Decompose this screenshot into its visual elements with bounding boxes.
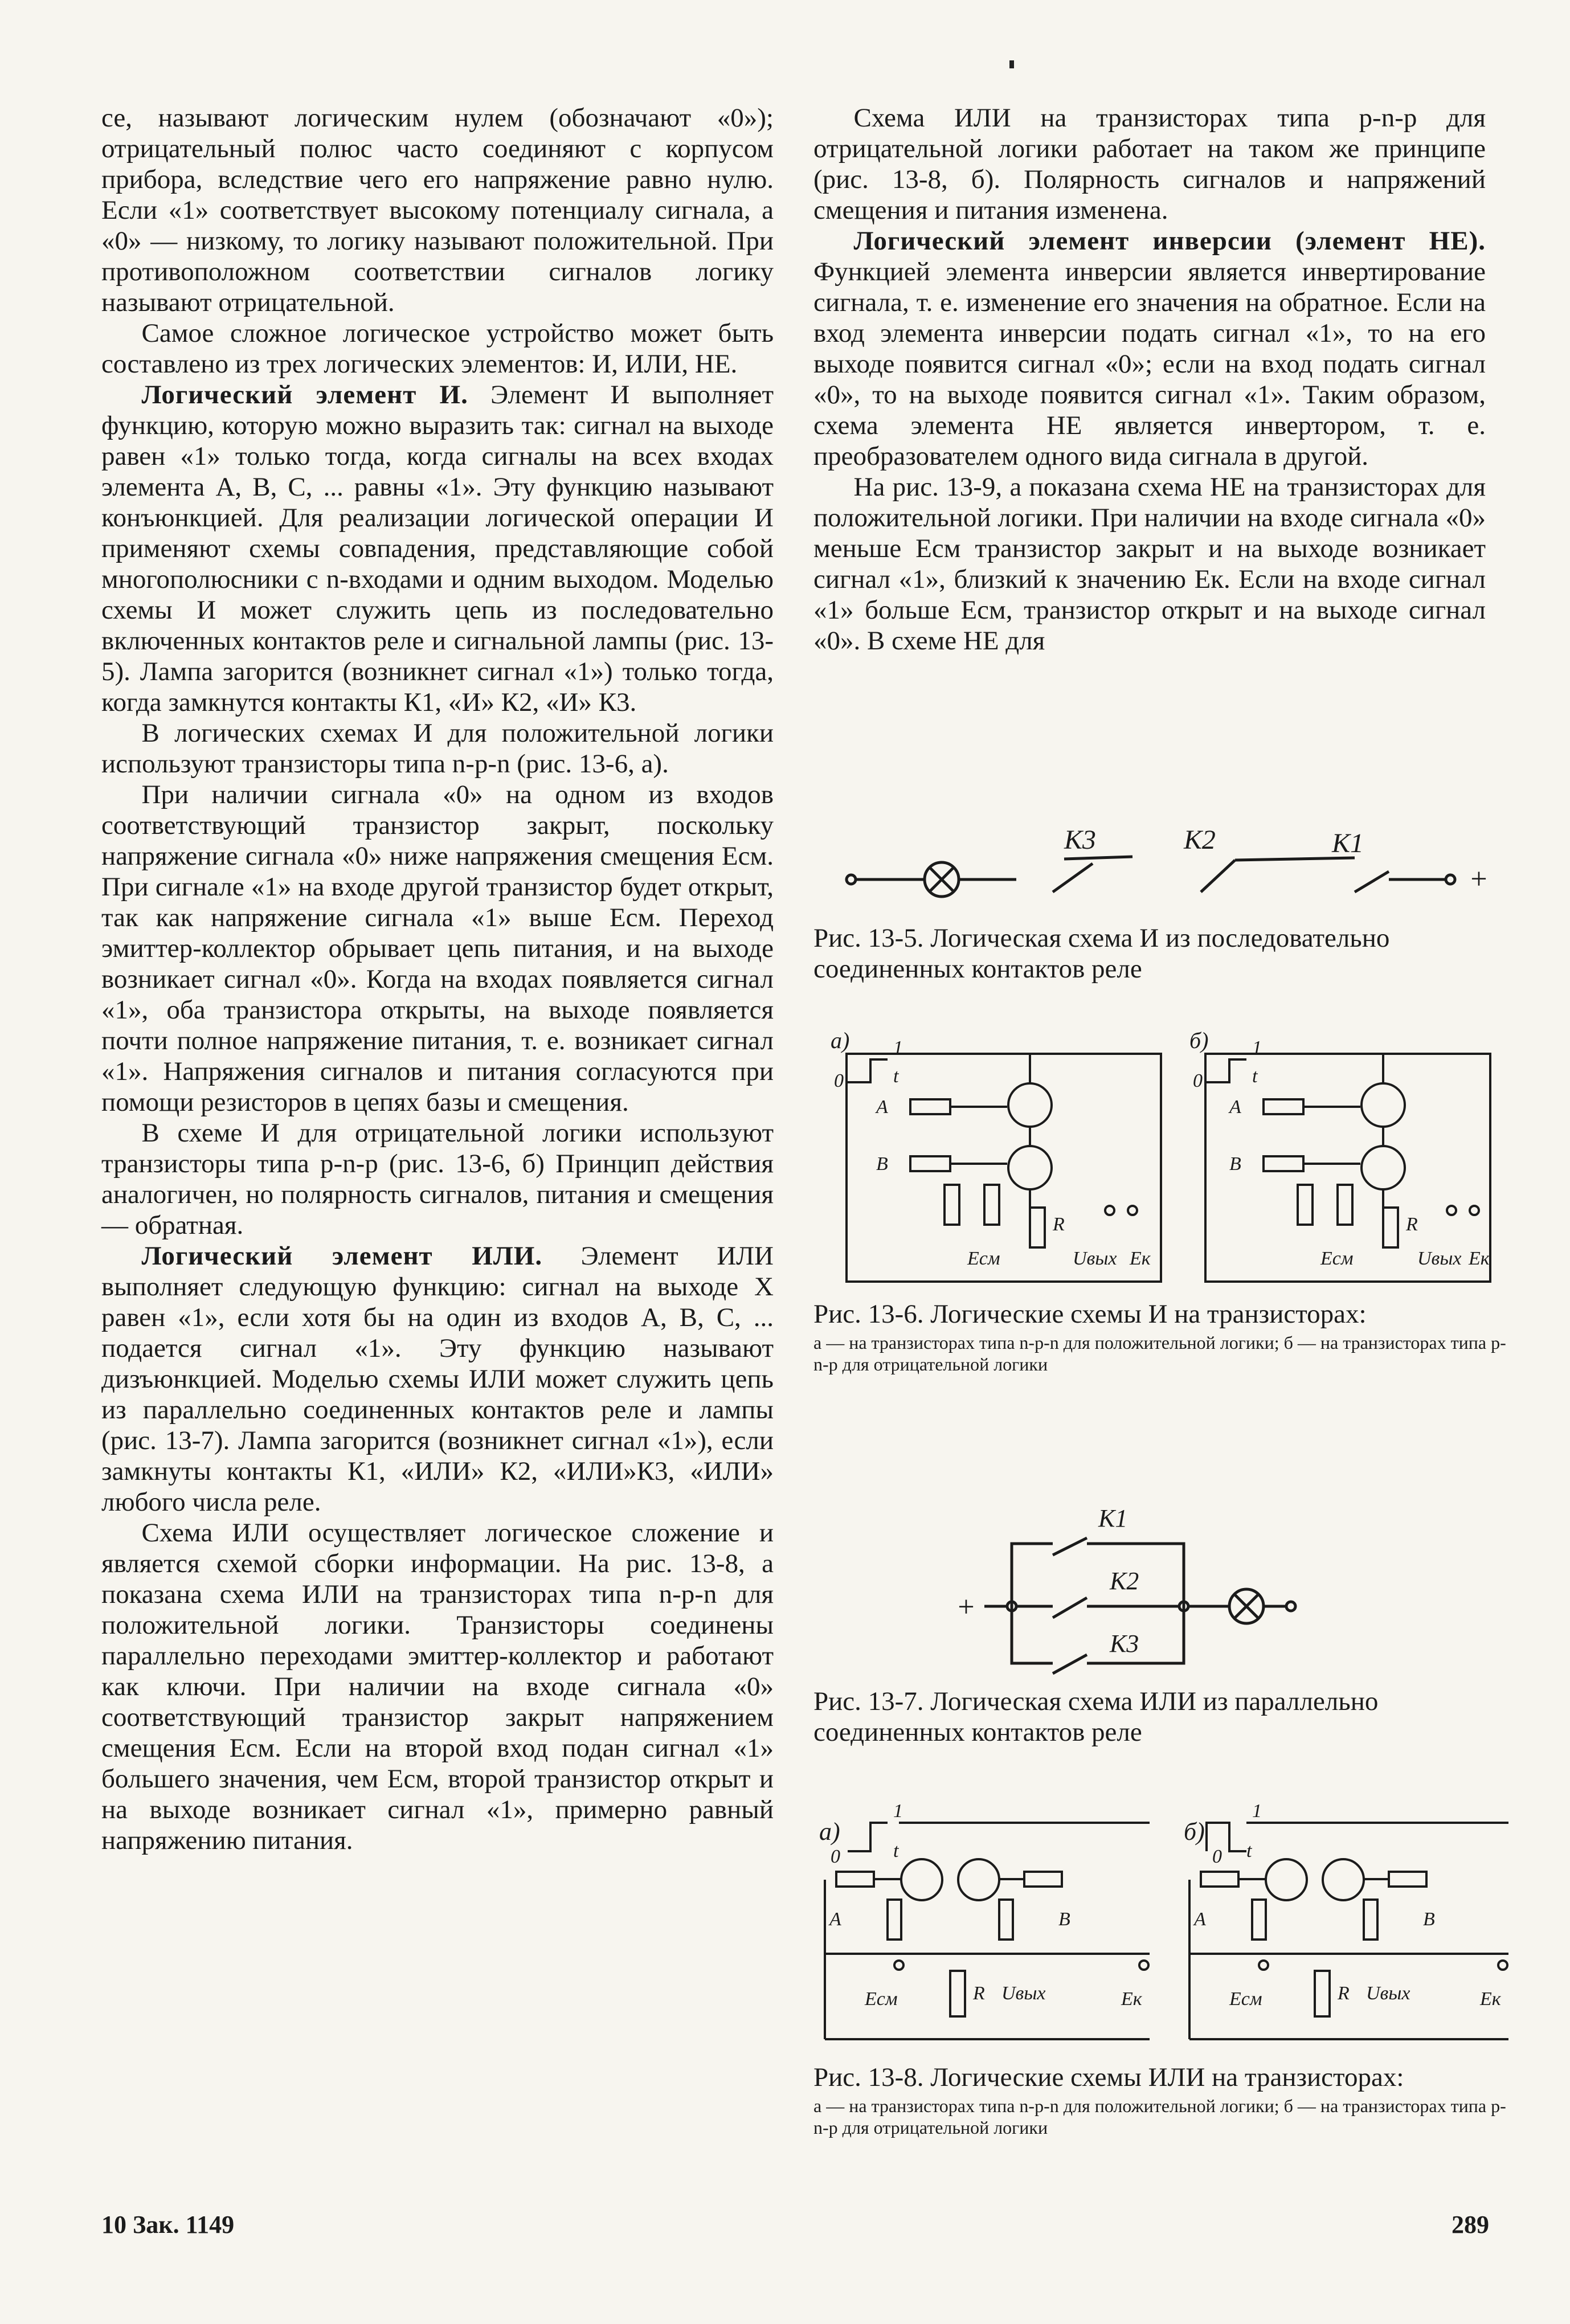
r-label: R bbox=[1338, 1983, 1350, 2004]
signal-zero-label: 0 bbox=[834, 1070, 844, 1091]
paragraph: се, называют логическим нулем (обозначают «0»); отрицательный полюс часто соединяют с корпусом прибора, вследствие чего его напряжение равно нулю. Если «1» соответствует высокому потенциалу сигнала, а «0» — низкому, то логику называют положительной. При противоположном соответствии сигналов логику называют отрицательной. bbox=[101, 103, 774, 317]
print-mark bbox=[1009, 60, 1014, 68]
paragraph: Схема ИЛИ осуществляет логическое сложение и является схемой сборки информации. На рис. 13-8, а показана схема ИЛИ на транзисторах типа n-p-n для положительной логики. Транзисторы соединены параллельно переходами эмиттер-коллектор и работают как ключи. При наличии на входе сигнала «0» соответствующий транзистор закрыт напряжением смещения Есм. Если на второй вход подан сигнал «1» большего значения, чем Есм, второй транзистор открыт и на выходе возникает сигнал «1», примерно равный напряжению питания. bbox=[101, 1518, 774, 1855]
time-label: t bbox=[1252, 1066, 1258, 1087]
uvyh-label: Uвых bbox=[1073, 1248, 1117, 1269]
k2-label: К2 bbox=[1184, 825, 1216, 855]
figure-caption: Рис. 13-6. Логические схемы И на транзисторах: bbox=[813, 1299, 1367, 1329]
page-number: 289 bbox=[1452, 2211, 1489, 2239]
figure-13-6 bbox=[813, 1020, 1520, 1375]
relay-parallel-diagram bbox=[813, 1492, 1520, 1680]
time-label: t bbox=[893, 1066, 899, 1087]
r-label: R bbox=[1053, 1214, 1065, 1235]
paragraph-or-element: Логический элемент ИЛИ. Элемент ИЛИ выполняет следующую функцию: сигнал на выходе X равен «1», если хотя бы на один из входов A, B, C, ... подается сигнал «1». Эту функцию называют дизъюнкцией. Моделью схемы ИЛИ может служить цепь из параллельно соединенных контактов реле и лампы (рис. 13-7). Лампа загорится (возникнет сигнал «1»), если замкнуты контакты К1, «ИЛИ» К2, «ИЛИ»К3, «ИЛИ» любого числа реле. bbox=[101, 1241, 774, 1517]
paragraph: Самое сложное логическое устройство может быть составлено из трех логических элементов: И, ИЛИ, НЕ. bbox=[101, 318, 774, 379]
figure-13-8 bbox=[813, 1800, 1520, 2138]
paragraph: В логических схемах И для положительной логики используют транзисторы типа n-p-n (рис. 13-6, а). bbox=[101, 718, 774, 779]
input-a-label: A bbox=[1229, 1096, 1241, 1118]
r-label: R bbox=[973, 1983, 985, 2004]
k2-label: К2 bbox=[1110, 1567, 1139, 1595]
signal-zero-label: 0 bbox=[1212, 1846, 1222, 1867]
signal-one-label: 1 bbox=[893, 1037, 903, 1058]
panel-b-label: б) bbox=[1189, 1028, 1209, 1053]
uvyh-label: Uвых bbox=[1001, 1983, 1046, 2004]
figure-13-5 bbox=[813, 820, 1520, 984]
print-signature: 10 Зак. 1149 bbox=[101, 2211, 235, 2239]
panel-a-label: а) bbox=[819, 1818, 840, 1846]
k3-label: К3 bbox=[1064, 825, 1096, 855]
section-heading: Логический элемент И. bbox=[141, 380, 468, 410]
ek-label: Ек bbox=[1469, 1248, 1490, 1269]
right-text-column bbox=[813, 103, 1486, 656]
paragraph: При наличии сигнала «0» на одном из входов соответствующий транзистор закрыт, поскольку напряжение сигнала «0» ниже напряжения смещения Есм. При сигнале «1» на входе другой транзистор будет открыт, так как напряжение сигнала «1» выше Есм. Переход эмиттер-коллектор обрывает цепь питания, и на выходе возникает сигнал «0». Когда на входах появляется сигнал «1», оба транзистора открыты, на выходе появляется почти полное напряжение питания, т. е. возникает сигнал «1». Напряжения сигналов и питания согласуются при помощи резисторов в цепях базы и смещения. bbox=[101, 780, 774, 1117]
plus-label: + bbox=[956, 1591, 976, 1623]
esm-label: Есм bbox=[1320, 1248, 1354, 1269]
input-a-label: A bbox=[1194, 1909, 1206, 1930]
k3-label: К3 bbox=[1110, 1630, 1139, 1658]
paragraph-and-element: Логический элемент И. Элемент И выполняет функцию, которую можно выразить так: сигнал на выходе равен «1» только тогда, когда сигналы на всех входах элемента А, В, С, ... равны «1». Эту функцию называют конъюнкцией. Для реализации логической операции И применяют схемы совпадения, представляющие собой многополюсники с n-входами и одним выходом. Моделью схемы И может служить цепь из последовательно включенных контактов реле и сигнальной лампы (рис. 13-5). Лампа загорится (возникнет сигнал «1») только тогда, когда замкнутся контакты К1, «И» К2, «И» К3. bbox=[101, 380, 774, 717]
esm-label: Есм bbox=[967, 1248, 1000, 1269]
k1-label: К1 bbox=[1332, 828, 1364, 858]
esm-label: Есм bbox=[1229, 1989, 1262, 2010]
figure-caption: Рис. 13-7. Логическая схема ИЛИ из параллельно соединенных контактов реле bbox=[813, 1687, 1379, 1747]
uvyh-label: Uвых bbox=[1366, 1983, 1410, 2004]
section-heading: Логический элемент ИЛИ. bbox=[141, 1241, 543, 1271]
relay-series-diagram bbox=[813, 820, 1520, 917]
or-transistor-diagrams bbox=[813, 1800, 1520, 2056]
input-b-label: B bbox=[1058, 1909, 1070, 1930]
paragraph-not-element: Логический элемент инверсии (элемент НЕ). Функцией элемента инверсии является инвертирование сигнала, т. е. изменение его значения на обратное. Если на вход элемента инверсии подать сигнал «1», то на его выходе появится сигнал «0»; если на вход подать сигнал «0», то на выходе появится сигнал «1». Таким образом, схема элемента НЕ является инвертором, т. е. преобразователем одного вида сигнала в другой. bbox=[813, 226, 1486, 471]
ek-label: Ек bbox=[1130, 1248, 1151, 1269]
ek-label: Ек bbox=[1480, 1989, 1501, 2010]
signal-one-label: 1 bbox=[1252, 1801, 1262, 1822]
signal-zero-label: 0 bbox=[1193, 1070, 1203, 1091]
paragraph: В схеме И для отрицательной логики используют транзисторы типа p-n-p (рис. 13-6, б) Принцип действия аналогичен, но полярность сигналов, питания и смещения — обратная. bbox=[101, 1118, 774, 1240]
and-transistor-diagrams bbox=[813, 1020, 1520, 1293]
signal-zero-label: 0 bbox=[831, 1846, 840, 1867]
left-text-column bbox=[101, 103, 774, 1856]
r-label: R bbox=[1406, 1214, 1418, 1235]
uvyh-label: Uвых bbox=[1417, 1248, 1462, 1269]
input-a-label: A bbox=[829, 1909, 841, 1930]
panel-b-label: б) bbox=[1184, 1818, 1205, 1846]
paragraph: На рис. 13-9, а показана схема НЕ на транзисторах для положительной логики. При наличии на входе сигнала «0» меньше Есм транзистор закрыт и на выходе возникает сигнал «1», близкий к значению Ек. Если на входе сигнал «1» больше Есм, транзистор открыт и на выходе сигнал «0». В схеме НЕ для bbox=[813, 472, 1486, 656]
signal-one-label: 1 bbox=[1252, 1037, 1262, 1058]
time-label: t bbox=[1246, 1840, 1252, 1861]
figure-note: а — на транзисторах типа n-p-n для положительной логики; б — на транзисторах типа p-n-p для отрицательной логики bbox=[813, 2096, 1506, 2138]
figure-caption: Рис. 13-8. Логические схемы ИЛИ на транзисторах: bbox=[813, 2063, 1404, 2092]
section-heading: Логический элемент инверсии (элемент НЕ). bbox=[853, 226, 1486, 256]
plus-label: + bbox=[1469, 863, 1489, 895]
figure-note: а — на транзисторах типа n-p-n для положительной логики; б — на транзисторах типа p-n-p для отрицательной логики bbox=[813, 1332, 1506, 1374]
panel-a-label: а) bbox=[831, 1028, 850, 1053]
input-b-label: B bbox=[876, 1153, 888, 1175]
time-label: t bbox=[893, 1840, 899, 1861]
paragraph: Схема ИЛИ на транзисторах типа p-n-p для отрицательной логики работает на таком же принципе (рис. 13-8, б). Полярность сигналов и напряжений смещения и питания изменена. bbox=[813, 103, 1486, 225]
figure-13-7 bbox=[813, 1492, 1520, 1748]
k1-label: К1 bbox=[1098, 1504, 1128, 1532]
input-b-label: B bbox=[1229, 1153, 1241, 1175]
signal-one-label: 1 bbox=[893, 1801, 903, 1822]
esm-label: Есм bbox=[865, 1989, 898, 2010]
ek-label: Ек bbox=[1121, 1989, 1142, 2010]
input-b-label: B bbox=[1423, 1909, 1435, 1930]
figure-caption: Рис. 13-5. Логическая схема И из последовательно соединенных контактов реле bbox=[813, 923, 1390, 984]
input-a-label: A bbox=[876, 1096, 888, 1118]
